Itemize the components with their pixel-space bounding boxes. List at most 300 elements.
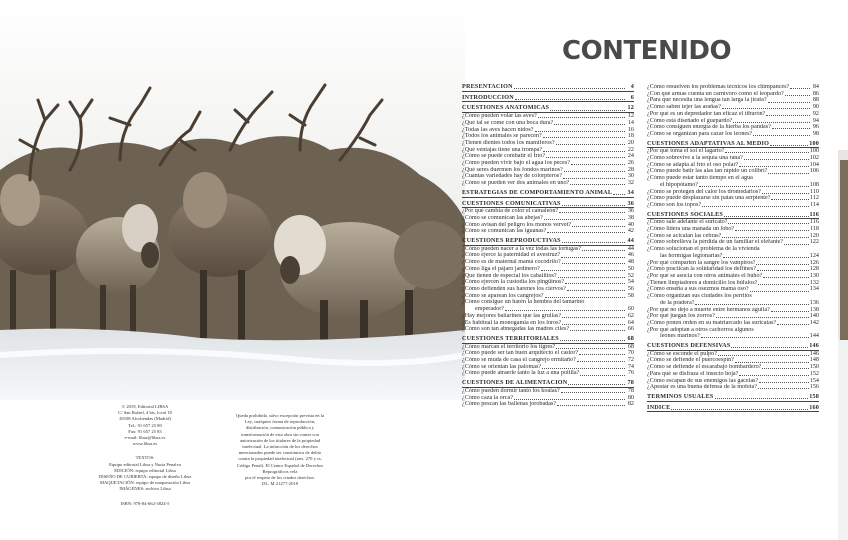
toc-section-heading[interactable] — [462, 84, 634, 92]
toc-page-number: 52 — [627, 272, 634, 279]
toc-page-number: 118 — [810, 226, 819, 233]
toc-entry[interactable] — [462, 215, 634, 222]
toc-column-right — [647, 84, 819, 412]
dot-leader — [514, 88, 625, 89]
toc-page-number: 154 — [809, 377, 819, 384]
toc-entry-label: ¿Cómo está diseñado el guepardo? — [647, 117, 733, 124]
toc-entry-label: ¿Cómo se comunican las iguanas? — [462, 228, 547, 235]
toc-entry-label: ¿Con qué armas cuenta un carnívoro como el leopardo? — [647, 90, 784, 97]
credit-line: Reprográficos vela — [262, 468, 298, 474]
dot-leader — [543, 151, 625, 152]
toc-entry-label: ¿Por qué cambia de color el camaleón? — [462, 208, 559, 215]
toc-entry-label-continued: emperador? — [475, 306, 504, 313]
dot-leader — [562, 242, 625, 243]
dot-leader — [547, 232, 625, 233]
toc-page-number: 112 — [810, 195, 819, 202]
toc-page-number: 116 — [810, 219, 819, 226]
toc-entry[interactable] — [462, 266, 634, 273]
dot-leader — [561, 392, 625, 393]
toc-entry[interactable] — [647, 233, 819, 240]
toc-entry-label: ¿Cómo es de maternal mamá cocodrilo? — [462, 259, 561, 266]
dot-leader — [759, 382, 809, 383]
toc-entry-label: ¿Cómo liga el pájaro jardinero? — [462, 265, 540, 272]
toc-page-number: 44 — [627, 238, 634, 245]
dot-leader — [725, 152, 808, 153]
toc-page-number: 32 — [627, 180, 634, 187]
dot-leader — [577, 361, 625, 362]
dot-leader — [771, 199, 809, 200]
toc-entry-label: ¿Por qué adoptan a otros cachorros algunos — [647, 326, 754, 333]
toc-entry-continuation[interactable] — [647, 333, 819, 340]
toc-page-number: 142 — [809, 319, 819, 326]
dot-leader — [550, 110, 625, 111]
toc-page-number: 68 — [627, 343, 634, 350]
toc-entry-label: ¿Cómo lidera una manada un lobo? — [647, 226, 735, 233]
toc-entry[interactable] — [647, 273, 819, 280]
toc-entry[interactable] — [647, 226, 819, 233]
toc-entry-label: ¿Todos los animales se parecen? — [462, 133, 542, 140]
toc-entry-label: ¿Cómo defienden sus harenes los ciervos? — [462, 285, 566, 292]
next-page-photo-edge — [838, 150, 848, 540]
toc-entry[interactable] — [647, 155, 819, 162]
toc-entry[interactable] — [647, 320, 819, 327]
credit-line: MAQUETACIÓN: equipo de maquetación Libsa — [99, 480, 191, 486]
toc-page-number: 90 — [812, 104, 819, 111]
reindeer-illustration — [0, 0, 465, 400]
toc-section-heading[interactable] — [462, 95, 634, 103]
toc-entry[interactable] — [647, 327, 819, 334]
toc-entry[interactable] — [462, 228, 634, 235]
toc-entry-label: ¿Cómo se acicalan las cebras? — [647, 232, 722, 239]
toc-entry[interactable] — [462, 388, 634, 395]
toc-entry[interactable] — [647, 175, 819, 182]
toc-entry-label: ¿Es habitual la monogamia en los loros? — [462, 319, 562, 326]
toc-page-number: 14 — [627, 119, 634, 126]
toc-entry-label: ¿Hay mejores bailarines que las grullas? — [462, 312, 562, 319]
toc-page-number: 16 — [627, 126, 634, 133]
toc-entry-label: ¿Cómo se comunican las abejas? — [462, 214, 543, 221]
toc-entry-label: ¿Cómo saben tejer las arañas? — [647, 104, 721, 111]
toc-entry[interactable] — [647, 246, 819, 253]
toc-entry-label: ¿Cómo resuelven los problemas técnicos los chimpancés? — [647, 84, 790, 90]
toc-page-number: 100 — [809, 140, 819, 147]
dot-leader — [762, 368, 808, 369]
toc-entry-label: ¿Cómo puede desplazarse sin patas una serpiente? — [647, 195, 771, 202]
toc-entry[interactable] — [462, 160, 634, 167]
toc-entry[interactable] — [647, 357, 819, 364]
dot-leader — [790, 88, 810, 89]
dot-leader — [542, 368, 625, 369]
toc-entry[interactable] — [462, 320, 634, 327]
dot-leader — [701, 337, 809, 338]
credit-line: www.libsa.es — [132, 441, 158, 447]
toc-page-number: 74 — [627, 363, 634, 370]
toc-page-number: 160 — [809, 404, 819, 411]
toc-entry-label: ¿Por qué juegan los zorros? — [647, 313, 715, 320]
toc-entry[interactable] — [462, 222, 634, 229]
toc-entry[interactable] — [462, 167, 634, 174]
toc-section-heading[interactable] — [462, 190, 634, 198]
toc-entry[interactable] — [462, 344, 634, 351]
toc-section-heading[interactable] — [647, 141, 819, 149]
toc-entry[interactable] — [647, 371, 819, 378]
toc-entry-label: CUESTIONES REPRODUCTIVAS — [462, 238, 561, 245]
dot-leader — [567, 290, 625, 291]
toc-entry-label: CUESTIONES DE ALIMENTACIÓN — [462, 380, 568, 387]
toc-entry-label: ¿Cómo ponen orden en su matriarcado las suricatas? — [647, 319, 777, 326]
toc-entry[interactable] — [647, 148, 819, 155]
toc-entry[interactable] — [647, 219, 819, 226]
toc-entry-label: ¿Para qué se disfraza el insecto hoja? — [647, 370, 739, 377]
toc-page-number: 82 — [627, 401, 634, 408]
toc-entry[interactable] — [647, 293, 819, 300]
toc-page-number: 122 — [809, 239, 819, 246]
toc-entry[interactable] — [462, 370, 634, 377]
toc-page-number: 66 — [627, 326, 634, 333]
credit-line: 28108 Alcobendas (Madrid) — [119, 416, 171, 422]
dot-leader — [770, 145, 808, 146]
toc-entry-label: ¿Por qué no dejo a muerte entre hermanos águila? — [647, 306, 770, 313]
toc-entry[interactable] — [647, 351, 819, 358]
toc-entry[interactable] — [647, 378, 819, 385]
toc-entry-label: ¿Por qué es un depredador tan eficaz el tiburón? — [647, 110, 766, 117]
toc-page-number: 26 — [627, 160, 634, 167]
dot-leader — [772, 128, 810, 129]
toc-entry[interactable] — [647, 364, 819, 371]
toc-entry[interactable] — [647, 239, 819, 246]
toc-page-number: 12 — [627, 105, 634, 112]
toc-page-number: 120 — [809, 232, 819, 239]
dot-leader — [785, 95, 810, 96]
toc-entry-label: ¿Cómo puede ser tan buen arquitecto el castor? — [462, 350, 579, 357]
toc-section-heading[interactable] — [462, 336, 634, 344]
toc-entry-label: ¿Cómo enseña a sus osezmos mamá oso? — [647, 286, 749, 293]
dot-leader — [671, 409, 808, 410]
toc-entry-label: INTRODUCCIÓN — [462, 94, 514, 101]
credit-line: intelectual. La infracción de los derechos — [242, 444, 318, 450]
toc-entry[interactable] — [462, 127, 634, 134]
toc-page-number: 132 — [809, 279, 819, 286]
toc-page-number: 28 — [627, 166, 634, 173]
toc-entry[interactable] — [462, 299, 634, 306]
toc-section-heading[interactable] — [462, 201, 634, 209]
toc-entry-label: ¿Cómo solucionan el problema de la vivienda — [647, 246, 760, 253]
toc-page-number: 62 — [627, 312, 634, 319]
toc-entry[interactable] — [647, 384, 819, 391]
toc-page-number: 76 — [627, 370, 634, 377]
toc-entry[interactable] — [462, 286, 634, 293]
toc-section-heading[interactable] — [462, 380, 634, 388]
dot-leader — [563, 178, 625, 179]
credit-line: mencionados puede ser constitutiva de delito — [238, 450, 322, 456]
reindeer-herd-photo — [0, 0, 465, 400]
dot-leader — [535, 131, 625, 132]
toc-page-number: 156 — [809, 384, 819, 391]
dot-leader — [565, 283, 625, 284]
dot-leader — [554, 124, 625, 125]
toc-entry[interactable] — [462, 252, 634, 259]
dot-leader — [753, 135, 810, 136]
credit-line: Ley, cualquier forma de reproducción, — [244, 419, 316, 425]
toc-page-number: 110 — [810, 188, 819, 195]
credit-line: DL: M 21277-2018 — [262, 481, 298, 487]
toc-entry-label: ¿Cómo pueden dormir tanto los koalas? — [462, 387, 560, 394]
toc-entry-label: ¿Por qué se asocia con otros animales el búho? — [647, 272, 763, 279]
toc-entry-label: ESTRATEGIAS DE COMPORTAMIENTO ANIMAL — [462, 189, 613, 196]
dot-leader — [766, 115, 810, 116]
toc-entry[interactable] — [462, 140, 634, 147]
toc-entry-label: ¿Cómo pueden nacer a la vez todas las tortugas? — [462, 245, 582, 252]
dot-leader — [543, 137, 625, 138]
toc-page-number: 108 — [809, 181, 819, 188]
toc-entry[interactable] — [462, 208, 634, 215]
toc-entry[interactable] — [462, 147, 634, 154]
toc-entry[interactable] — [647, 91, 819, 98]
toc-page-number: 104 — [809, 161, 819, 168]
toc-entry[interactable] — [462, 259, 634, 266]
toc-entry-label-continued: las hormigas legionarias? — [660, 252, 723, 259]
toc-entry[interactable] — [647, 260, 819, 267]
toc-section-heading[interactable] — [647, 394, 819, 402]
credit-line: IMÁGENES: archivo Libsa — [119, 486, 171, 492]
toc-page-number: 68 — [627, 335, 634, 342]
toc-entry[interactable] — [647, 266, 819, 273]
toc-page-number: 146 — [809, 343, 819, 350]
toc-page-number: 46 — [627, 252, 634, 259]
credit-line: DISEÑO DE CUBIERTA: equipo de diseño Libsa — [98, 474, 192, 480]
toc-entry[interactable] — [647, 286, 819, 293]
toc-page-number: 34 — [627, 189, 634, 196]
dot-leader — [562, 263, 625, 264]
toc-page-number: 116 — [809, 211, 819, 218]
toc-entry[interactable] — [462, 395, 634, 402]
toc-entry[interactable] — [462, 246, 634, 253]
toc-entry-label: ¿Cómo caza la orca? — [462, 394, 513, 401]
toc-entry-label: CUESTIONES ADAPTATIVAS AL MEDIO — [647, 140, 770, 147]
toc-page-number: 128 — [809, 266, 819, 273]
toc-entry-label: ¿Cómo avisan del peligro los monos vervet? — [462, 221, 572, 228]
credit-line: Equipo editorial Libsa y Nuria Penalva — [109, 461, 181, 467]
dot-leader — [571, 164, 625, 165]
toc-entry-label: CUESTIONES TERRITORIALES — [462, 335, 559, 342]
toc-entry-label: ¿Qué ventajas tiene una trompa? — [462, 146, 543, 153]
toc-entry[interactable] — [462, 279, 634, 286]
dot-leader — [715, 398, 809, 399]
toc-entry-label: ¿Cómo se pueden ver dos animales en uno? — [462, 180, 570, 187]
toc-entry[interactable] — [462, 364, 634, 371]
toc-page-number: 40 — [627, 221, 634, 228]
toc-entry[interactable] — [647, 84, 819, 91]
toc-entry[interactable] — [647, 124, 819, 131]
toc-entry[interactable] — [462, 350, 634, 357]
toc-entry-label: ¿Cómo son tan abnegadas las madres ciles? — [462, 326, 570, 333]
toc-entry[interactable] — [647, 189, 819, 196]
toc-page-number: 72 — [627, 357, 634, 364]
toc-page-number: 18 — [627, 133, 634, 140]
toc-entry[interactable] — [647, 202, 819, 209]
toc-entry-label: ¿Cómo consigue un harén la hembra del tamarino — [462, 299, 585, 306]
dot-leader — [568, 384, 625, 385]
toc-entry[interactable] — [462, 313, 634, 320]
toc-entry[interactable] — [462, 357, 634, 364]
toc-page-number: 98 — [812, 130, 819, 137]
dot-leader — [724, 216, 809, 217]
toc-page-number: 114 — [810, 201, 819, 208]
toc-entry[interactable] — [647, 104, 819, 111]
dot-leader — [758, 284, 808, 285]
toc-entry-label-continued: de la pradera? — [660, 299, 695, 306]
dot-leader — [757, 270, 809, 271]
toc-entry[interactable] — [462, 293, 634, 300]
toc-entry-label: ¿Cómo pescan las ballenas jorobadas? — [462, 401, 557, 408]
toc-entry[interactable] — [462, 133, 634, 140]
credit-line: transformación de esta obra sin contar con — [241, 431, 319, 437]
toc-entry[interactable] — [647, 118, 819, 125]
toc-entry-label: ¿Cómo se organizan para cazar los leones? — [647, 130, 753, 137]
dot-leader — [561, 257, 625, 258]
toc-entry-label: ¿Cómo organizan sus ciudades los perritos — [647, 293, 752, 300]
toc-page-number: 38 — [627, 214, 634, 221]
toc-entry[interactable] — [647, 313, 819, 320]
toc-entry[interactable] — [647, 162, 819, 169]
toc-entry-label: ¿Cómo ejerce la paternidad el avestruz? — [462, 252, 561, 259]
toc-page-number: 100 — [809, 148, 819, 155]
toc-page-number: 152 — [809, 370, 819, 377]
toc-entry-label: ¿Cómo se muda de casa el cangrejo ermitaño? — [462, 357, 576, 364]
toc-page-number: 64 — [627, 319, 634, 326]
dot-leader — [570, 184, 625, 185]
dot-leader — [735, 230, 809, 231]
toc-page-number: 136 — [809, 299, 819, 306]
toc-entry[interactable] — [647, 168, 819, 175]
toc-entry[interactable] — [462, 180, 634, 187]
dot-leader — [559, 212, 625, 213]
dot-leader — [722, 237, 808, 238]
toc-page-number: 102 — [809, 155, 819, 162]
toc-entry-label: ¿Cómo sobrevive a la sequía una rana? — [647, 155, 743, 162]
toc-section-heading[interactable] — [647, 212, 819, 220]
toc-page-number: 86 — [812, 90, 819, 97]
dot-leader — [579, 354, 625, 355]
toc-page-number: 4 — [630, 84, 634, 90]
toc-page-number: 78 — [627, 387, 634, 394]
toc-entry[interactable] — [462, 401, 634, 408]
toc-entry[interactable] — [462, 153, 634, 160]
toc-section-heading[interactable] — [647, 343, 819, 351]
toc-entry-continuation[interactable] — [647, 182, 819, 189]
dot-leader — [744, 159, 809, 160]
toc-page-number: 92 — [812, 110, 819, 117]
dot-leader — [758, 388, 809, 389]
toc-page-number: 130 — [809, 272, 819, 279]
toc-entry[interactable] — [462, 273, 634, 280]
toc-section-heading[interactable] — [462, 105, 634, 113]
dot-leader — [545, 297, 625, 298]
toc-entry-label: CUESTIONES COMUNICATIVAS — [462, 200, 561, 207]
dot-leader — [768, 173, 808, 174]
credit-line: autorización de los titulares de la propiedad — [239, 437, 321, 443]
toc-entry[interactable] — [462, 326, 634, 333]
toc-entry[interactable] — [647, 307, 819, 314]
dot-leader — [556, 144, 625, 145]
toc-entry-label-continued: leones marinos? — [660, 333, 700, 340]
dot-leader — [538, 117, 625, 118]
credit-line: TEXTOS: — [135, 455, 155, 461]
toc-entry-label: ¿Tienen dientes todos los mamíferos? — [462, 139, 555, 146]
toc-entry-label: ¿Cómo practican la solidaridad los delfines? — [647, 266, 756, 273]
toc-page-number: 148 — [809, 357, 819, 364]
dot-leader — [582, 250, 625, 251]
credit-gap — [90, 493, 200, 501]
toc-page-number: 138 — [809, 306, 819, 313]
credit-line: Fax: 91 657 25 83 — [128, 428, 162, 434]
toc-entry-label: ¿Cómo se puede combatir el frío? — [462, 153, 546, 160]
credit-line: Código Penal). El Centro Español de Derechos — [236, 462, 324, 468]
dot-leader — [556, 348, 625, 349]
toc-entry[interactable] — [462, 120, 634, 127]
publisher-credits — [90, 404, 200, 507]
toc-section-heading[interactable] — [462, 238, 634, 246]
toc-section-heading[interactable] — [647, 405, 819, 413]
toc-page-number: 30 — [627, 173, 634, 180]
dot-leader — [763, 277, 809, 278]
dot-leader — [562, 317, 625, 318]
toc-page-number: 158 — [809, 393, 819, 400]
toc-page-number: 78 — [627, 380, 634, 387]
toc-entry-continuation[interactable] — [647, 300, 819, 307]
dot-leader — [750, 291, 809, 292]
dot-leader — [557, 405, 625, 406]
toc-page-number: 144 — [809, 333, 819, 340]
toc-entry-label: ¿Cómo marcan el territorio los tigres? — [462, 343, 556, 350]
toc-entry[interactable] — [647, 280, 819, 287]
toc-entry-continuation[interactable] — [647, 253, 819, 260]
credit-line: e-mail: libsa@libsa.es — [124, 435, 166, 441]
toc-entry-label: CUESTIONES SOCIALES — [647, 211, 723, 218]
toc-entry[interactable] — [647, 111, 819, 118]
toc-entry[interactable] — [647, 131, 819, 138]
toc-page-number: 54 — [627, 279, 634, 286]
toc-page-number: 134 — [809, 286, 819, 293]
toc-entry-label: ¿Cómo se orientan las palomas? — [462, 363, 542, 370]
toc-page-number: 146 — [809, 350, 819, 357]
toc-page-number: 20 — [627, 139, 634, 146]
dot-leader — [505, 310, 625, 311]
toc-entry-label: ¿Cómo se defiende el puercoespín? — [647, 357, 734, 364]
toc-entry[interactable] — [647, 97, 819, 104]
toc-entry-label: ¿Cómo se aparean los cangrejos? — [462, 292, 544, 299]
toc-entry[interactable] — [462, 173, 634, 180]
dot-leader — [733, 122, 810, 123]
dot-leader — [514, 399, 625, 400]
toc-page-number: 50 — [627, 265, 634, 272]
toc-entry-label: ¿Qué tal se come con una boca dura? — [462, 119, 554, 126]
toc-entry-label: ¿Cómo se protegen del calor los dromedarios? — [647, 188, 761, 195]
toc-page-number: 150 — [809, 364, 819, 371]
toc-entry[interactable] — [647, 195, 819, 202]
toc-page-number: 48 — [627, 259, 634, 266]
toc-page-number: 126 — [809, 259, 819, 266]
dot-leader — [613, 194, 625, 195]
dot-leader — [735, 362, 809, 363]
toc-entry-continuation[interactable] — [462, 306, 634, 313]
toc-entry[interactable] — [462, 113, 634, 120]
toc-entry-label: ¿Cómo se defiende el escarabajo bombardero? — [647, 364, 762, 371]
dot-leader — [572, 226, 625, 227]
dot-leader — [739, 375, 808, 376]
toc-page-number: 36 — [627, 200, 634, 207]
toc-entry-label: ¿Cómo puede atraerle tanto la luz a una polilla? — [462, 370, 580, 377]
